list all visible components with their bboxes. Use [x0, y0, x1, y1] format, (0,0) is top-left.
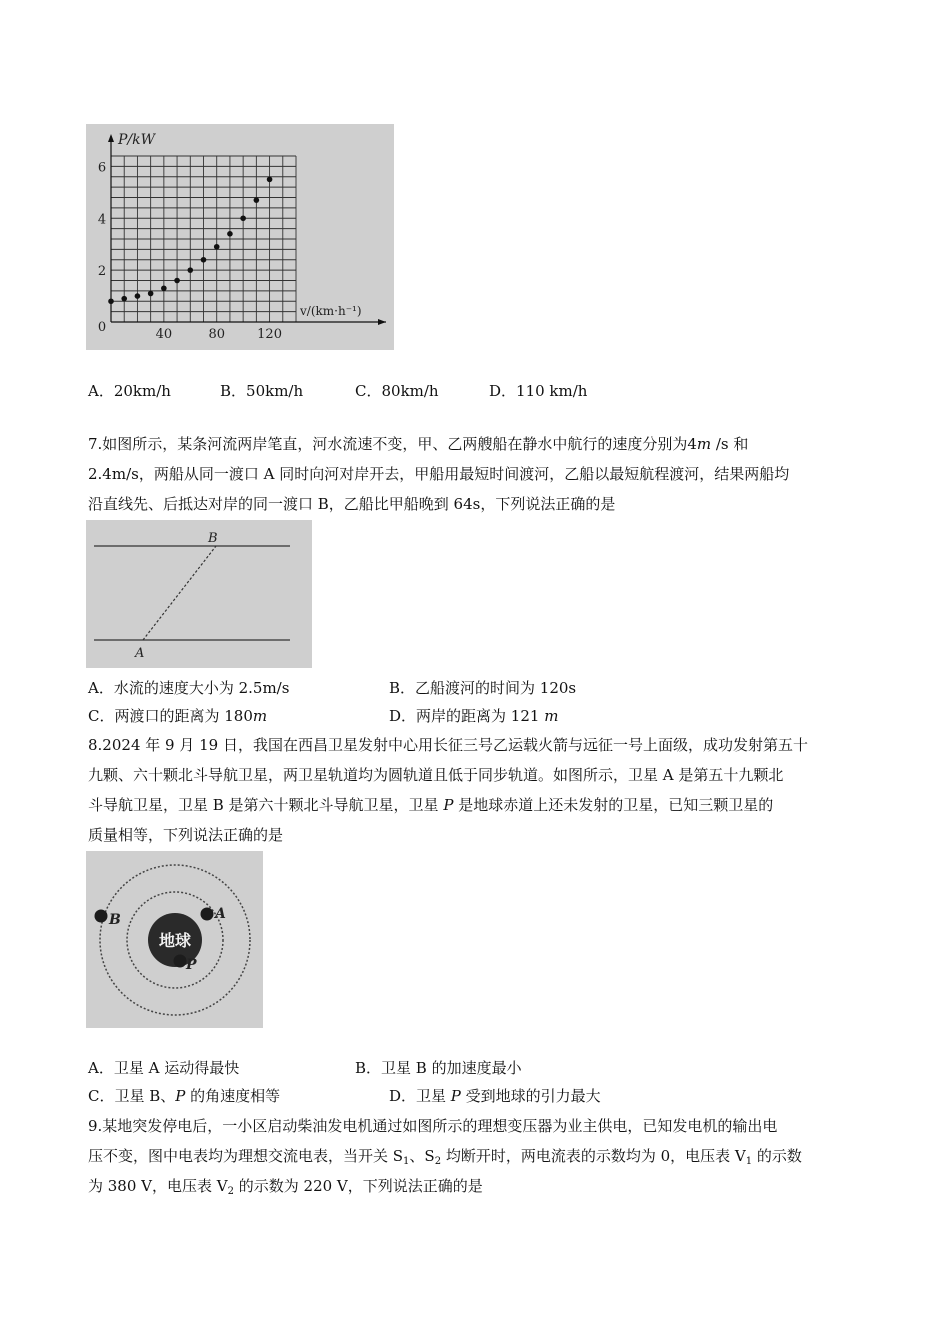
satellite-a-label: A: [215, 906, 226, 922]
y-tick-label: 6: [97, 160, 107, 176]
q7-option-c[interactable]: C．两渡口的距离为 180m: [88, 707, 268, 725]
data-point: [227, 231, 233, 237]
q6-option-a[interactable]: A．20km/h: [88, 382, 171, 400]
chart-y-label: P/kW: [118, 132, 156, 148]
q7-option-a[interactable]: A．水流的速度大小为 2.5m/s: [88, 679, 290, 697]
q8-option-a[interactable]: A．卫星 A 运动得最快: [88, 1059, 240, 1077]
q7-option-d[interactable]: D．两岸的距离为 121 m: [389, 707, 559, 725]
data-point: [135, 293, 141, 299]
q6-option-b[interactable]: B．50km/h: [220, 382, 304, 400]
data-point: [201, 257, 207, 263]
q7-option-b[interactable]: B．乙船渡河的时间为 120s: [389, 679, 577, 697]
x-axis-arrow: [378, 319, 386, 325]
satellite-b-icon: [95, 910, 108, 923]
q8-stem-line-2: 九颗、六十颗北斗导航卫星，两卫星轨道均为圆轨道且低于同步轨道。如图所示，卫星 A 是第五十九颗北: [88, 766, 784, 784]
data-point: [161, 285, 167, 291]
satellite-p-label: P: [186, 957, 197, 973]
q9-stem-line-1: 9.某地突发停电后，一小区启动柴油发电机通过如图所示的理想变压器为业主供电，已知发电机的输出电: [88, 1117, 778, 1135]
y-tick-label: 4: [97, 212, 107, 228]
q7-stem-line-1: 7.如图所示，某条河流两岸笔直，河水流速不变，甲、乙两艘船在静水中航行的速度分别为4m /s 和: [88, 435, 749, 453]
q8-stem-line-4: 质量相等，下列说法正确的是: [88, 826, 284, 844]
y-tick-label: 2: [97, 264, 107, 280]
q7-stem-line-2: 2.4m/s，两船从同一渡口 A 同时向河对岸开去，甲船用最短时间渡河，乙船以最短航程渡河，结果两船均: [88, 465, 790, 483]
data-point: [108, 298, 114, 304]
q6-option-d[interactable]: D．110 km/h: [489, 382, 588, 400]
data-point: [267, 177, 273, 183]
q8-stem-line-3: 斗导航卫星，卫星 B 是第六十颗北斗导航卫星，卫星 P 是地球赤道上还未发射的卫星，已知三颗卫星的: [88, 796, 774, 814]
data-point: [240, 215, 246, 221]
data-point: [174, 278, 180, 284]
x-tick-label: 80: [208, 327, 225, 342]
x-tick-label: 40: [155, 327, 173, 342]
y-axis-arrow: [108, 134, 114, 142]
q7-stem-line-3: 沿直线先、后抵达对岸的同一渡口 B，乙船比甲船晚到 64s，下列说法正确的是: [88, 495, 616, 513]
river-crossing-figure: [86, 520, 312, 668]
q9-stem-line-3: 为 380 V，电压表 $V_2$ 的示数为 220 V，下列说法正确的是: [88, 1177, 483, 1197]
q8-option-c[interactable]: C．卫星 B、P 的角速度相等: [88, 1087, 281, 1105]
q8-stem-line-1: 8.2024 年 9 月 19 日，我国在西昌卫星发射中心用长征三号乙运载火箭与远征一号上面级，成功发射第五十: [88, 736, 808, 754]
point-a-label: A: [135, 646, 145, 661]
chart-axes: [108, 134, 386, 325]
data-point: [121, 296, 127, 302]
q8-option-b[interactable]: B．卫星 B 的加速度最小: [355, 1059, 522, 1077]
q6-option-c[interactable]: C．80km/h: [355, 382, 439, 400]
data-point: [254, 197, 260, 203]
y-tick-label: 0: [97, 320, 107, 335]
satellite-a-icon: [201, 908, 214, 921]
chart-svg: [86, 124, 394, 350]
data-point: [187, 267, 193, 273]
satellite-p-icon: [174, 955, 187, 968]
chart-x-label: v/(km·h⁻¹): [300, 304, 362, 318]
x-tick-label: 120: [257, 327, 282, 342]
data-point: [148, 291, 154, 297]
power-speed-chart: [86, 124, 394, 350]
q9-stem-line-2: 压不变，图中电表均为理想交流电表，当开关 $S_1$、$S_2$ 均断开时，两电流表的示数均为 0，电压表 $V_1$ 的示数: [88, 1147, 802, 1167]
satellite-b-label: B: [109, 912, 121, 928]
crossing-path-dashed: [143, 546, 216, 640]
data-point: [214, 244, 220, 250]
point-b-label: B: [208, 531, 218, 546]
satellite-orbit-figure: [86, 851, 263, 1028]
q8-option-d[interactable]: D．卫星 P 受到地球的引力最大: [389, 1087, 601, 1105]
earth-label: 地球: [158, 931, 192, 950]
